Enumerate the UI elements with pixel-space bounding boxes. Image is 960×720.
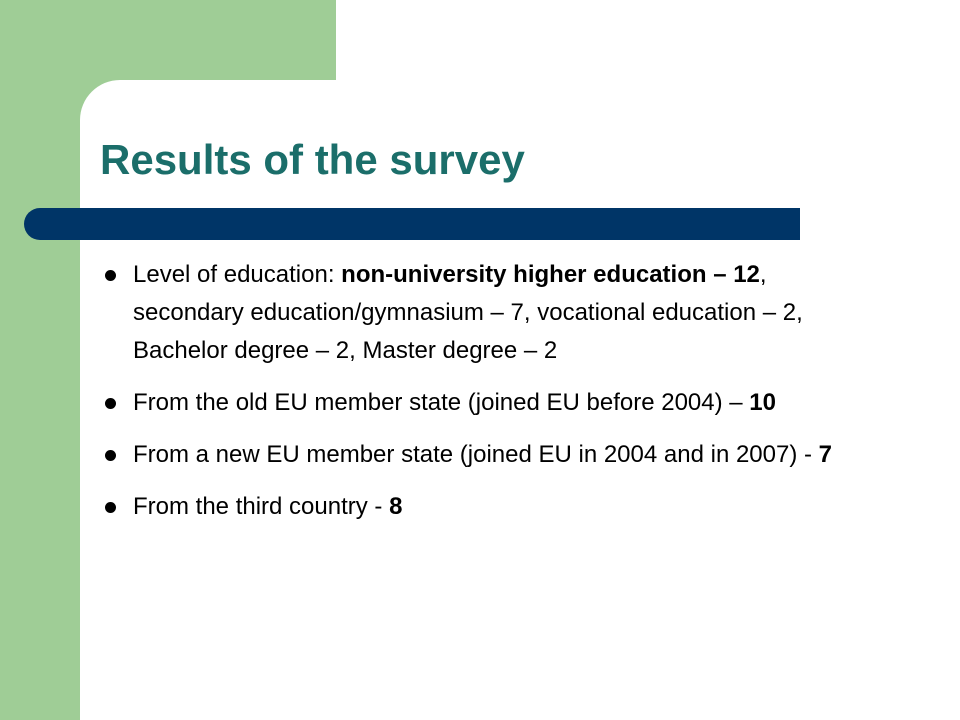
bullet-text-highlight: non-university higher education – 12 [341, 261, 760, 288]
bullet-text-segment: From the old EU member state (joined EU before 2004) – [133, 389, 750, 416]
bullet-item-old-eu [100, 384, 880, 422]
bullet-item-education [100, 256, 880, 370]
bullet-text-segment: From a new EU member state (joined EU in 2004 and in 2007) - [133, 441, 819, 468]
bullet-list [100, 256, 880, 540]
bullet-dot-icon [105, 270, 116, 281]
bullet-item-third-country [100, 488, 880, 526]
bullet-text-highlight: 10 [749, 389, 776, 416]
bullet-dot-icon [105, 502, 116, 513]
bullet-text-highlight: 8 [389, 493, 403, 520]
bullet-text-segment: Level of education: [133, 261, 342, 288]
bullet-text-segment: , secondary education/gymnasium – 7, vocational education – 2, Bachelor degree – 2, Master degree – 2 [133, 261, 803, 364]
title-rule-bar [24, 208, 800, 240]
bullet-text-highlight: 7 [818, 441, 833, 468]
bullet-dot-icon [105, 450, 116, 461]
bullet-item-new-eu [100, 436, 880, 474]
bullet-dot-icon [105, 398, 116, 409]
slide-title: Results of the survey [100, 136, 525, 183]
bullet-text-segment: From the third country - [133, 493, 390, 520]
